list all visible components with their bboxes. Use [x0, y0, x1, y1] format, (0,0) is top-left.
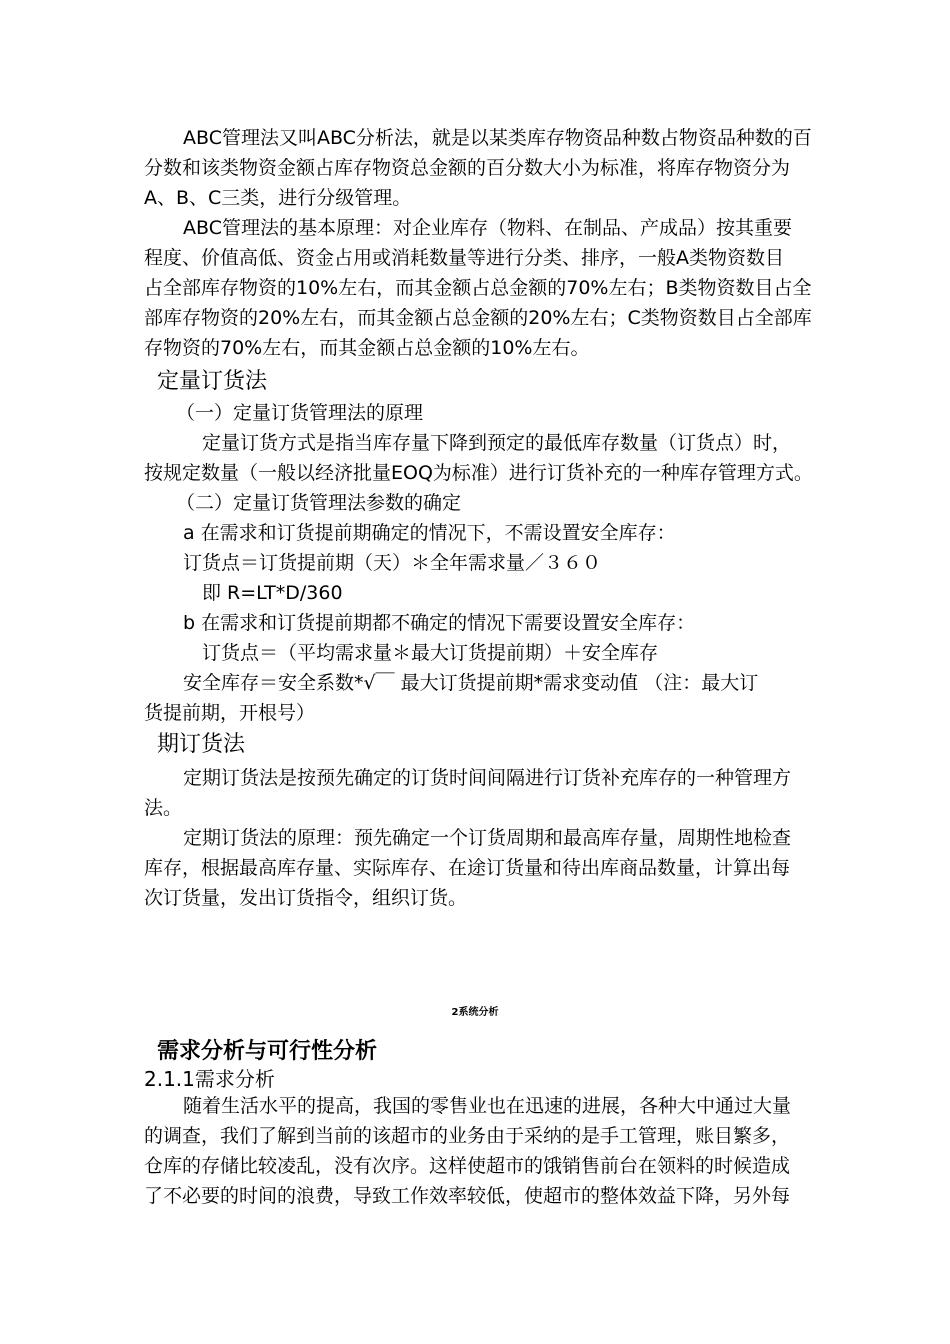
subsection-heading: 2.1.1需求分析	[144, 1067, 275, 1091]
formula-line: 订货点＝订货提前期（天）＊全年需求量／３６０	[183, 552, 602, 574]
paragraph-line: 定期订货法的原理：预先确定一个订货周期和最高库存量，周期性地检查	[183, 827, 792, 849]
paragraph-line: 随着生活水平的提高，我国的零售业也在迅速的进展，各种大中通过大量	[183, 1095, 792, 1117]
paragraph-line: A、B、C三类，进行分级管理。	[144, 187, 412, 209]
paragraph-line: 次订货量，发出订货指令，组织订货。	[144, 887, 468, 909]
subheading: （二）定量订货管理法参数的确定	[176, 492, 462, 514]
paragraph-line: ABC管理法的基本原理：对企业库存（物料、在制品、产成品）按其重要	[183, 217, 792, 239]
paragraph-line: 分数和该类物资金额占库存物资总金额的百分数大小为标准，将库存物资分为	[144, 157, 791, 179]
paragraph-line: 库存，根据最高库存量、实际库存、在途订货量和待出库商品数量，计算出每	[144, 857, 791, 879]
paragraph-line: 部库存物资的20%左右，而其金额占总金额的20%左右；C类物资数目占全部库	[144, 307, 812, 329]
paragraph-line: 定量订货方式是指当库存量下降到预定的最低库存数量（订货点）时，	[202, 432, 792, 454]
paragraph-line: 程度、价值高低、资金占用或消耗数量等进行分类、排序，一般A类物资数目	[144, 247, 784, 269]
list-item: b 在需求和订货提前期都不确定的情况下需要设置安全库存：	[183, 612, 696, 634]
formula-line: 即 R=LT*D/360	[202, 582, 343, 604]
chapter-title: 2系统分析	[451, 1007, 499, 1018]
paragraph-line: 法。	[144, 797, 183, 819]
paragraph-line: 按规定数量（一般以经济批量EOQ为标准）进行订货补充的一种库存管理方式。	[144, 462, 813, 484]
paragraph-line: 的调查，我们了解到当前的该超市的业务由于采纳的是手工管理，账目繁多，	[144, 1125, 791, 1147]
formula-line: 安全库存＝安全系数*√￣ 最大订货提前期*需求变动值 （注：最大订	[183, 672, 759, 694]
section-heading: 期订货法	[157, 732, 246, 757]
paragraph-line: 存物资的70%左右，而其金额占总金额的10%左右。	[144, 337, 590, 359]
list-item: a 在需求和订货提前期确定的情况下，不需设置安全库存：	[183, 522, 676, 544]
paragraph-line: 了不必要的时间的浪费，导致工作效率较低，使超市的整体效益下降，另外每	[144, 1185, 791, 1207]
paragraph-line: 仓库的存储比较凌乱，没有次序。这样使超市的饿销售前台在领料的时候造成	[144, 1155, 791, 1177]
section-heading: 定量订货法	[157, 369, 268, 394]
formula-line: 订货点＝（平均需求量＊最大订货提前期）＋安全库存	[202, 642, 659, 664]
paragraph-line: 占全部库存物资的10%左右，而其金额占总金额的70%左右；B类物资数目占全	[144, 277, 812, 299]
formula-line: 货提前期，开根号）	[144, 702, 316, 724]
paragraph-line: ABC管理法又叫ABC分析法，就是以某类库存物资品种数占物资品种数的百	[183, 127, 812, 149]
section-heading: 需求分析与可行性分析	[157, 1039, 378, 1064]
paragraph-line: 定期订货法是按预先确定的订货时间间隔进行订货补充库存的一种管理方	[183, 767, 792, 789]
subheading: （一）定量订货管理法的原理	[176, 402, 424, 424]
